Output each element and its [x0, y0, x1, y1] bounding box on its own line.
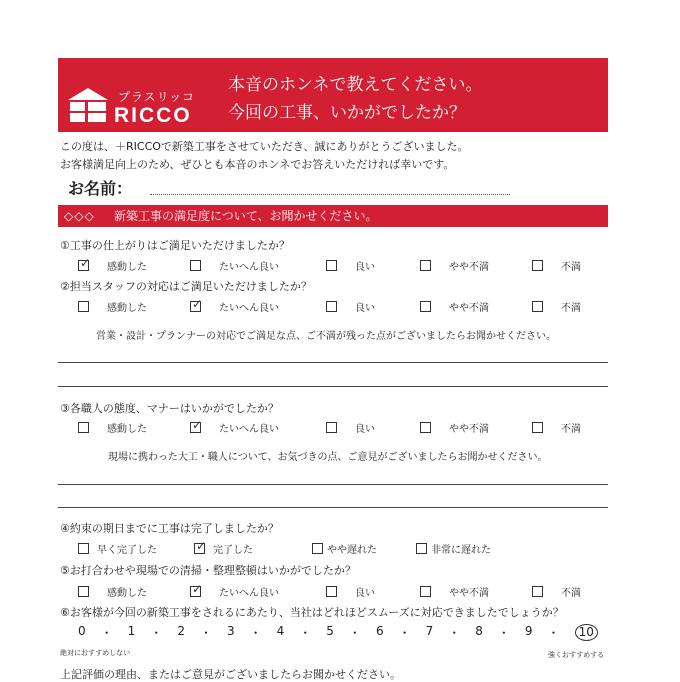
q2-answer-line-2[interactable]	[58, 386, 608, 387]
q2-note: 営業・設計・プランナーの対応でご満足な点、ご不満が残った点がございましたらお聞かせください。	[96, 331, 556, 342]
option-label: やや不満	[449, 303, 489, 314]
q1-option-1[interactable]	[78, 258, 147, 273]
option-label: 良い	[355, 424, 375, 435]
scale-6[interactable]: 6	[375, 624, 384, 638]
question-2: ②担当スタッフの対応はご満足いただけましたか？	[60, 280, 312, 293]
checkbox-icon[interactable]	[326, 260, 337, 271]
option-label: 完了した	[213, 545, 253, 556]
scale-0[interactable]: 0	[78, 624, 86, 638]
option-label: 良い	[355, 262, 375, 273]
brand-kana: プラスリッコ	[118, 90, 196, 104]
q5-option-2[interactable]	[190, 584, 279, 599]
option-label: たいへん良い	[219, 588, 279, 599]
q1-option-5[interactable]	[532, 258, 581, 273]
scale-5[interactable]: 5	[326, 624, 334, 638]
checkbox-icon[interactable]	[420, 586, 431, 597]
q2-option-4[interactable]	[420, 299, 489, 314]
option-label: 不満	[561, 588, 581, 599]
name-input-line[interactable]	[150, 194, 510, 195]
scale-8[interactable]: 8	[475, 624, 483, 638]
q3-answer-line-2[interactable]	[58, 507, 608, 508]
intro-line-2: お客様満足向上のため、ぜひとも本音のホンネでお答えいただければ幸いです。	[60, 158, 455, 171]
checkbox-icon[interactable]	[190, 422, 201, 433]
question-3: ③各職人の態度、マナーはいかがでしたか？	[60, 402, 279, 415]
question-4: ④約束の期日までに工事は完了しましたか？	[60, 522, 279, 535]
name-label: お名前：	[68, 179, 133, 198]
checkbox-icon[interactable]	[78, 543, 89, 554]
option-label: たいへん良い	[219, 262, 279, 273]
intro-line-1: この度は、＋RICCOで新築工事をさせていただき、誠にありがとうございました。	[60, 140, 469, 153]
scale-3[interactable]: 3	[226, 624, 235, 638]
footer-question: 上記評価の理由、またはご意見がございましたらお聞かせください。	[60, 668, 401, 681]
option-label: やや遅れた	[327, 545, 377, 556]
scale-dot: ・	[249, 626, 262, 640]
option-label: やや不満	[449, 424, 489, 435]
q4-option-2[interactable]	[194, 541, 253, 556]
rating-scale	[78, 624, 598, 641]
checkbox-icon[interactable]	[416, 543, 427, 554]
checkbox-icon[interactable]	[78, 586, 89, 597]
checkbox-icon[interactable]	[78, 301, 89, 312]
checkbox-icon[interactable]	[312, 543, 323, 554]
q4-option-3[interactable]	[312, 541, 377, 556]
q3-note: 現場に携わった大工・職人について、お気づきの点、ご意見がございましたらお聞かせください。	[108, 452, 548, 463]
q5-option-1[interactable]	[78, 584, 147, 599]
scale-2[interactable]: 2	[177, 624, 185, 638]
header-title-1: 本音のホンネで教えてください。	[228, 75, 483, 95]
option-label: 不満	[561, 262, 581, 273]
q5-option-4[interactable]	[420, 584, 489, 599]
q3-answer-line-1[interactable]	[58, 484, 608, 485]
q2-option-3[interactable]	[326, 299, 375, 314]
header-banner	[58, 58, 608, 132]
option-label: 感動した	[107, 303, 147, 314]
scale-dot: ・	[150, 626, 163, 640]
checkbox-icon[interactable]	[532, 260, 543, 271]
scale-dot: ・	[547, 626, 560, 640]
q1-option-4[interactable]	[420, 258, 489, 273]
q3-option-3[interactable]	[326, 420, 375, 435]
checkbox-icon[interactable]	[194, 543, 205, 554]
checkbox-icon[interactable]	[78, 260, 89, 271]
option-label: 不満	[561, 424, 581, 435]
scale-dot: ・	[348, 626, 361, 640]
scale-dot: ・	[448, 626, 461, 640]
q2-option-5[interactable]	[532, 299, 581, 314]
checkbox-icon[interactable]	[326, 586, 337, 597]
q2-option-2[interactable]	[190, 299, 279, 314]
scale-4[interactable]: 4	[276, 624, 285, 638]
checkbox-icon[interactable]	[532, 586, 543, 597]
scale-dot: ・	[199, 626, 212, 640]
ricco-logo-icon	[66, 86, 110, 124]
option-label: 良い	[355, 588, 375, 599]
option-label: 早く完了した	[97, 545, 157, 556]
section-bar	[58, 205, 608, 227]
question-5: ⑤お打合わせや現場での清掃・整理整頓はいかがでしたか？	[60, 564, 356, 577]
checkbox-icon[interactable]	[78, 422, 89, 433]
question-1: ①工事の仕上がりはご満足いただけましたか？	[60, 239, 290, 252]
option-label: たいへん良い	[219, 424, 279, 435]
checkbox-icon[interactable]	[326, 301, 337, 312]
checkbox-icon[interactable]	[420, 301, 431, 312]
q3-option-2[interactable]	[190, 420, 279, 435]
scale-9[interactable]: 9	[524, 624, 533, 638]
q5-option-3[interactable]	[326, 584, 375, 599]
question-6: ⑥お客様が今回の新築工事をされるにあたり、当社はどれほどスムーズに対応できましたでしょうか？	[60, 606, 564, 619]
checkbox-icon[interactable]	[532, 301, 543, 312]
option-label: 感動した	[107, 424, 147, 435]
scale-dot: ・	[100, 626, 113, 640]
option-label: 不満	[561, 303, 581, 314]
scale-dot: ・	[497, 626, 510, 640]
checkbox-icon[interactable]	[326, 422, 337, 433]
q2-answer-line-1[interactable]	[58, 362, 608, 363]
scale-dot: ・	[398, 626, 411, 640]
scale-7[interactable]: 7	[425, 624, 434, 638]
checkbox-icon[interactable]	[420, 260, 431, 271]
option-label: やや不満	[449, 262, 489, 273]
option-label: 感動した	[107, 588, 147, 599]
q4-option-4[interactable]	[416, 541, 491, 556]
option-label: 感動した	[107, 262, 147, 273]
brand-name: RICCO	[114, 104, 192, 127]
option-label: やや不満	[449, 588, 489, 599]
header-title-2: 今回の工事、いかがでしたか？	[228, 103, 466, 123]
option-label: 良い	[355, 303, 375, 314]
scale-low-label: 絶対におすすめしない	[60, 649, 131, 657]
q5-option-5[interactable]	[532, 584, 581, 599]
section-diamonds: ◇◇◇	[64, 209, 95, 223]
section-title: 新築工事の満足度について、お聞かせください。	[114, 209, 378, 223]
scale-1[interactable]: 1	[127, 624, 136, 638]
checkbox-icon[interactable]	[190, 260, 201, 271]
scale-10-selected[interactable]: 10	[575, 624, 598, 641]
q2-option-1[interactable]	[78, 299, 147, 314]
q1-option-2[interactable]	[190, 258, 279, 273]
checkbox-icon[interactable]	[532, 422, 543, 433]
q1-option-3[interactable]	[326, 258, 375, 273]
checkbox-icon[interactable]	[190, 301, 201, 312]
checkbox-icon[interactable]	[420, 422, 431, 433]
option-label: 非常に遅れた	[431, 545, 491, 556]
scale-dot: ・	[299, 626, 312, 640]
q3-option-1[interactable]	[78, 420, 147, 435]
option-label: たいへん良い	[219, 303, 279, 314]
q3-option-4[interactable]	[420, 420, 489, 435]
q4-option-1[interactable]	[78, 541, 157, 556]
q3-option-5[interactable]	[532, 420, 581, 435]
scale-high-label: 強くおすすめする	[548, 651, 605, 659]
checkbox-icon[interactable]	[190, 586, 201, 597]
